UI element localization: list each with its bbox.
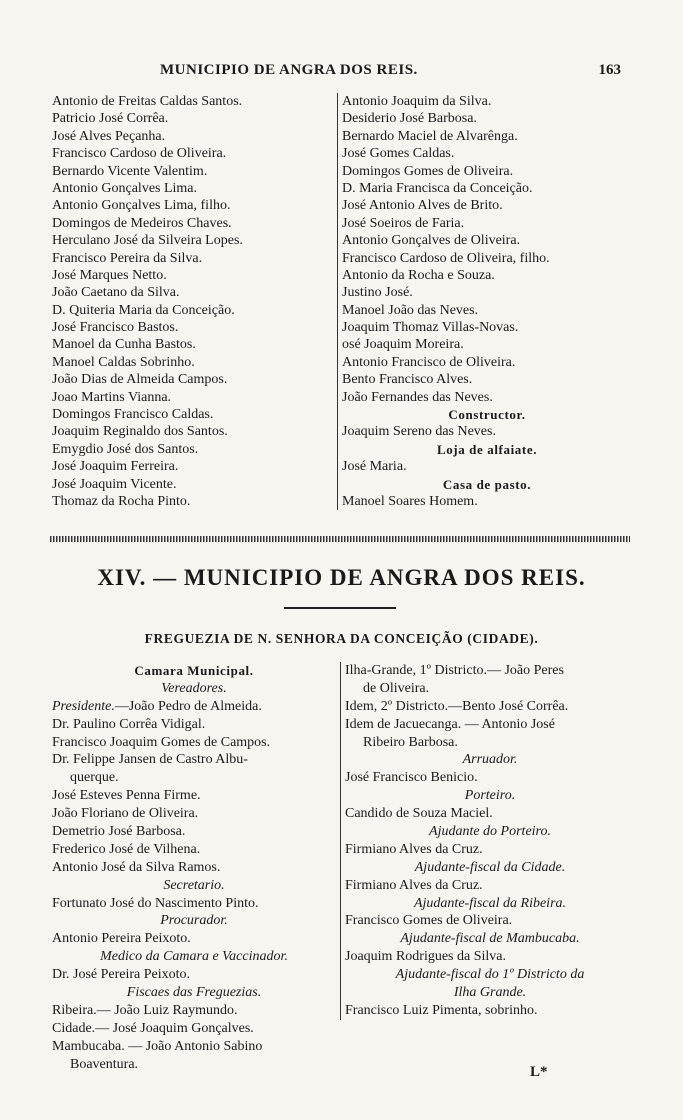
list-item: Francisco Gomes de Oliveira.: [345, 913, 513, 929]
presidente-label: Presidente.: [52, 698, 115, 714]
list-item-continuation: de Oliveira.: [363, 680, 430, 696]
list-item: José Maria.: [342, 459, 407, 475]
heading-camara: Camara Municipal.: [134, 663, 254, 678]
heading-fiscaes: Fiscaes das Freguezias.: [126, 985, 262, 1001]
list-item: Antonio Pereira Peixoto.: [52, 931, 191, 947]
list-item: José Francisco Bastos.: [52, 320, 179, 336]
bottom-right-column: [340, 662, 635, 1020]
list-item: Joaquim Thomaz Villas-Novas.: [342, 320, 519, 336]
top-left-column: [52, 93, 334, 510]
heading-ajudante-ilha-cont: Ilha Grande.: [453, 985, 527, 1001]
list-item: Ribeira.— João Luiz Raymundo.: [52, 1002, 238, 1018]
list-item: Domingos Gomes de Oliveira.: [342, 163, 514, 179]
list-item: D. Quiteria Maria da Conceição.: [52, 302, 235, 318]
heading-ajudante-mambucaba: Ajudante-fiscal de Mambucaba.: [400, 931, 580, 947]
list-item: Fortunato José do Nascimento Pinto.: [52, 895, 259, 911]
list-item: Frederico José de Vilhena.: [52, 841, 201, 857]
list-item: Manoel Caldas Sobrinho.: [52, 354, 195, 370]
list-item: Dr. Felippe Jansen de Castro Albu-: [52, 752, 248, 768]
list-item: Cidade.— José Joaquim Gonçalves.: [52, 1020, 254, 1036]
list-item: Mambucaba. — João Antonio Sabino: [52, 1038, 263, 1054]
heading-procurador: Procurador.: [160, 913, 228, 929]
list-item: Candido de Souza Maciel.: [345, 806, 493, 822]
list-item: osé Joaquim Moreira.: [342, 337, 464, 353]
list-item: Antonio da Rocha e Souza.: [342, 267, 495, 283]
list-item: Firmiano Alves da Cruz.: [345, 877, 483, 893]
list-item: José Francisco Benicio.: [345, 770, 478, 786]
heading-vereadores: Vereadores.: [161, 680, 227, 696]
page-header: [0, 62, 683, 82]
list-item: Antonio José da Silva Ramos.: [52, 859, 221, 875]
list-item: Firmiano Alves da Cruz.: [345, 841, 483, 857]
ornamental-divider: [50, 536, 630, 542]
list-item: Dr. Paulino Corrêa Vidigal.: [52, 716, 206, 732]
list-item: Manoel da Cunha Bastos.: [52, 337, 196, 353]
list-item: Joao Martins Vianna.: [52, 389, 172, 405]
list-item: Antonio Joaquim da Silva.: [342, 94, 492, 109]
list-item: Antonio Francisco de Oliveira.: [342, 354, 516, 370]
list-item: Domingos de Medeiros Chaves.: [52, 215, 232, 231]
page-number: 163: [598, 62, 621, 78]
list-item: Demetrio José Barbosa.: [52, 824, 186, 840]
list-item: Emygdio José dos Santos.: [52, 441, 199, 457]
list-item: Francisco Cardoso de Oliveira, filho.: [342, 250, 550, 266]
bottom-left-column: [52, 662, 336, 1073]
list-item: Manoel João das Neves.: [342, 302, 479, 318]
heading-ajudante-ribeira: Ajudante-fiscal da Ribeira.: [413, 895, 567, 911]
list-item: João Floriano de Oliveira.: [52, 806, 199, 822]
section-heading-inn: Casa de pasto.: [442, 476, 532, 492]
top-right-column: [337, 93, 632, 510]
list-item: Antonio Gonçalves Lima, filho.: [52, 198, 231, 214]
list-item: Joaquim Reginaldo dos Santos.: [52, 424, 228, 440]
list-item: Francisco Pereira da Silva.: [52, 250, 203, 266]
parish-title: FREGUEZIA DE N. SENHORA DA CONCEIÇÃO (CIDADE).: [144, 631, 539, 646]
list-item: D. Maria Francisca da Conceição.: [342, 180, 533, 196]
list-item: Idem, 2º Districto.—Bento José Corrêa.: [345, 698, 569, 714]
list-item: Justino José.: [342, 285, 413, 301]
list-item: João Fernandes das Neves.: [342, 389, 493, 405]
heading-medico: Medico da Camara e Vaccinador.: [100, 949, 288, 965]
list-item: Desiderio José Barbosa.: [342, 111, 477, 127]
list-item: Francisco Joaquim Gomes de Campos.: [52, 734, 271, 750]
presidente-name: —João Pedro de Almeida.: [114, 698, 262, 714]
list-item: José Gomes Caldas.: [342, 146, 455, 162]
list-item: Dr. José Pereira Peixoto.: [52, 967, 191, 983]
list-item: Thomaz da Rocha Pinto.: [52, 493, 191, 509]
list-item: José Marques Netto.: [52, 267, 167, 283]
list-item: João Caetano da Silva.: [52, 285, 180, 301]
list-item: Ilha-Grande, 1º Districto.— João Peres: [345, 663, 564, 678]
list-item: Bento Francisco Alves.: [342, 372, 473, 388]
list-item: Idem de Jacuecanga. — Antonio José: [345, 716, 555, 732]
heading-arruador: Arruador.: [462, 752, 518, 768]
list-item: Manoel Soares Homem.: [342, 493, 478, 509]
list-item: Antonio de Freitas Caldas Santos.: [52, 94, 243, 109]
list-item: Francisco Cardoso de Oliveira.: [52, 146, 227, 162]
list-item-continuation: Boaventura.: [70, 1056, 139, 1072]
heading-porteiro: Porteiro.: [464, 788, 516, 804]
section-heading-tailor: Loja de alfaiate.: [436, 441, 538, 457]
heading-ajudante-cidade: Ajudante-fiscal da Cidade.: [414, 859, 566, 875]
list-item: José Joaquim Ferreira.: [52, 459, 179, 475]
signature-mark: L*: [530, 1064, 548, 1080]
list-item: Bernardo Maciel de Alvarênga.: [342, 128, 518, 144]
list-item: Patricio José Corrêa.: [52, 111, 169, 127]
list-item: José Joaquim Vicente.: [52, 476, 177, 492]
list-item: Antonio Gonçalves de Oliveira.: [342, 233, 521, 249]
list-item: Herculano José da Silveira Lopes.: [52, 233, 243, 249]
list-item: Joaquim Rodrigues da Silva.: [345, 949, 506, 965]
title-rule: [284, 607, 396, 609]
list-item: Bernardo Vicente Valentim.: [52, 163, 208, 179]
list-item: José Antonio Alves de Brito.: [342, 198, 503, 214]
section-title: XIV. — MUNICIPIO DE ANGRA DOS REIS.: [97, 565, 586, 590]
list-item-continuation: Ribeiro Barbosa.: [363, 734, 458, 750]
list-item-continuation: querque.: [70, 770, 119, 786]
list-item: Domingos Francisco Caldas.: [52, 407, 214, 423]
list-item: João Dias de Almeida Campos.: [52, 372, 228, 388]
list-item: Francisco Luiz Pimenta, sobrinho.: [345, 1002, 538, 1018]
list-item: [52, 698, 336, 716]
list-item: Joaquim Sereno das Neves.: [342, 424, 496, 440]
running-title: MUNICIPIO DE ANGRA DOS REIS.: [160, 62, 418, 78]
list-item: José Soeiros de Faria.: [342, 215, 465, 231]
heading-secretario: Secretario.: [163, 877, 225, 893]
section-heading-constructor: Constructor.: [448, 407, 526, 423]
list-item: José Alves Peçanha.: [52, 128, 166, 144]
heading-ajudante-ilha: Ajudante-fiscal do 1º Districto da: [395, 967, 585, 983]
list-item: José Esteves Penna Firme.: [52, 788, 201, 804]
list-item: Antonio Gonçalves Lima.: [52, 180, 198, 196]
heading-ajudante-porteiro: Ajudante do Porteiro.: [429, 824, 551, 840]
